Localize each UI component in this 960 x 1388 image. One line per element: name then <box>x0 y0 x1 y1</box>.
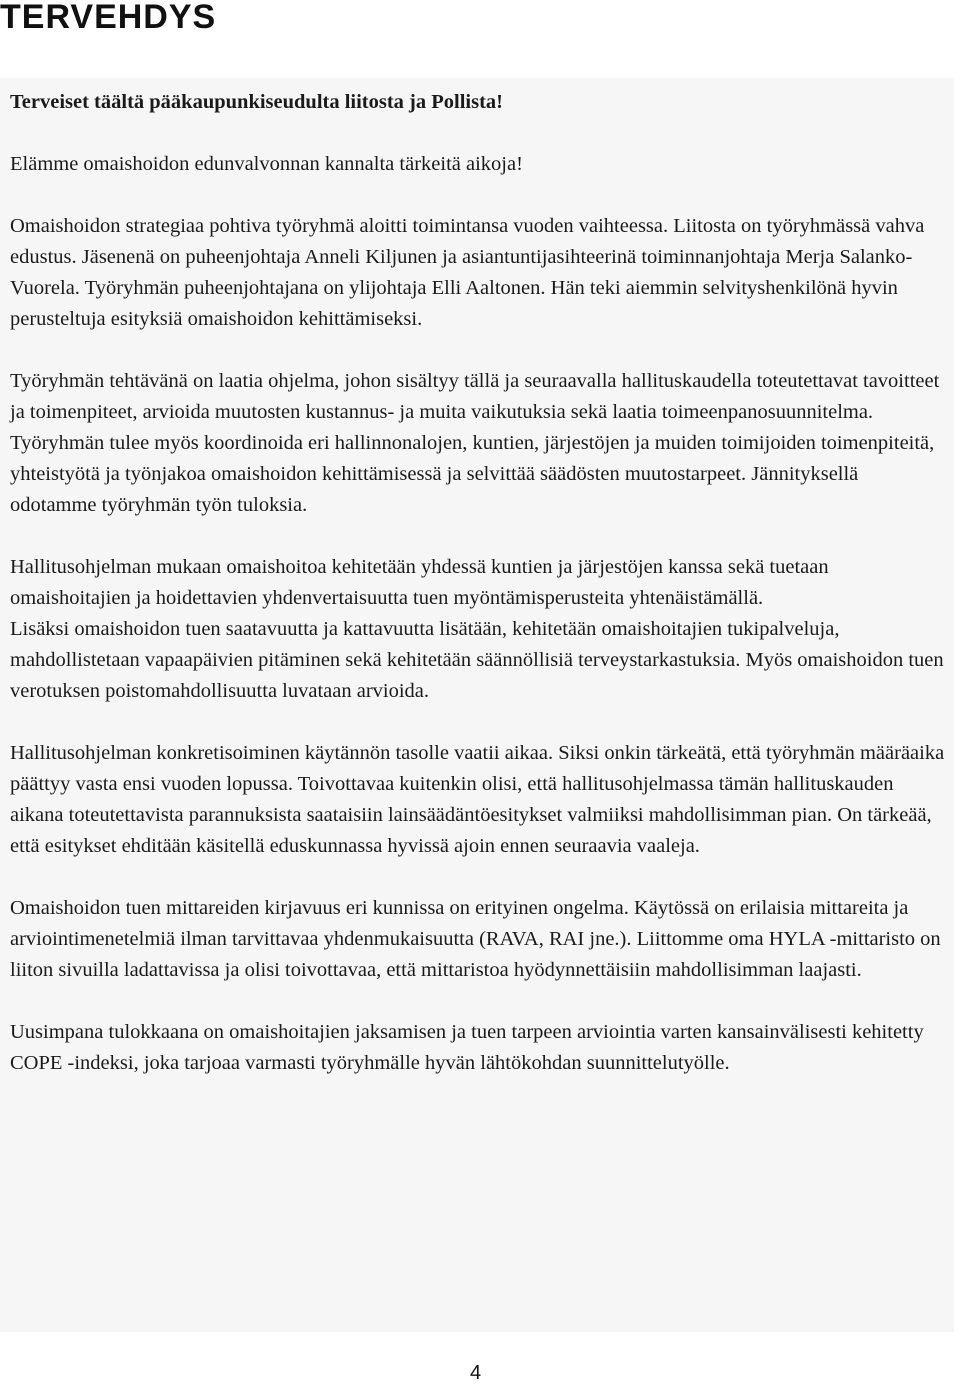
paragraph-working-group: Omaishoidon strategiaa pohtiva työryhmä aloitti toimintansa vuoden vaihteessa. Liitosta on työryhmässä vahva edustus. Jäsenenä on puheenjohtaja Anneli Kiljunen ja asiantuntijasihteerinä toiminnanjohtaja Merja Salanko-Vuorela. Työryhmän puheenjohtajana on ylijohtaja Elli Aaltonen. Hän teki aiemmin selvityshenkilönä hyvin perusteltuja esityksiä omaishoidon kehittämiseksi. <box>10 215 925 330</box>
paragraph-support-services: Lisäksi omaishoidon tuen saatavuutta ja kattavuutta lisätään, kehitetään omaishoitajien tukipalveluja, mahdollistetaan vapaapäivien pitäminen sekä kehitetään säännöllisiä terveystarkastuksia. Myös omaishoidon tuen verotuksen poistomahdollisuutta luvataan arvioida. <box>10 618 944 702</box>
paragraph-tasks: Työryhmän tehtävänä on laatia ohjelma, johon sisältyy tällä ja seuraavalla hallituskaudella toteutettavat tavoitteet ja toimenpiteet, arvioida muutosten kustannus- ja muita vaikutuksia sekä laatia toimeenpanosuunnitelma. Työryhmän tulee myös koordinoida eri hallinnonalojen, kuntien, järjestöjen ja muiden toimijoiden toimenpiteitä, yhteistyötä ja työnjakoa omaishoidon kehittämisessä ja selvittää säädösten muutostarpeet. Jännityksellä odotamme työryhmän työn tuloksia. <box>10 370 940 516</box>
paragraph-government-programme: Hallitusohjelman mukaan omaishoitoa kehitetään yhdessä kuntien ja järjestöjen kanssa sekä tuetaan omaishoitajien ja hoidettavien yhdenvertaisuutta tuen myöntämisperusteita yhtenäistämällä. <box>10 556 829 609</box>
article-body <box>10 87 946 1079</box>
paragraph-deadline: Hallitusohjelman konkretisoiminen käytännön tasolle vaatii aikaa. Siksi onkin tärkeätä, että työryhmän määräaika päättyy vasta ensi vuoden lopussa. Toivottavaa kuitenkin olisi, että hallitusohjelmassa tämän hallituskauden aikana toteutettavista parannuksista saataisiin lainsäädäntöesitykset valmiiksi mahdollisimman pian. On tärkeää, että esitykset ehditään käsitellä eduskunnassa hyvissä ajoin ennen seuraavia vaaleja. <box>10 742 945 857</box>
page-number: 4 <box>470 1362 482 1384</box>
greeting-line: Terveiset täältä pääkaupunkiseudulta liitosta ja Pollista! <box>10 91 504 113</box>
page-title: TERVEHDYS <box>0 0 217 36</box>
paragraph-meters: Omaishoidon tuen mittareiden kirjavuus eri kunnissa on erityinen ongelma. Käytössä on erilaisia mittareita ja arviointimenetelmiä ilman tarvittavaa yhdenmukaisuutta (RAVA, RAI jne.). Liittomme oma HYLA -mittaristo on liiton sivuilla ladattavissa ja olisi toivottavaa, että mittaristoa hyödynnettäisiin mahdollisimman laajasti. <box>10 897 941 981</box>
paragraph-cope-index: Uusimpana tulokkaana on omaishoitajien jaksamisen ja tuen tarpeen arviointia varten kansainvälisesti kehitetty COPE -indeksi, joka tarjoaa varmasti työryhmälle hyvän lähtökohdan suunnittelutyölle. <box>10 1021 924 1074</box>
paragraph-intro: Elämme omaishoidon edunvalvonnan kannalta tärkeitä aikoja! <box>10 153 523 175</box>
